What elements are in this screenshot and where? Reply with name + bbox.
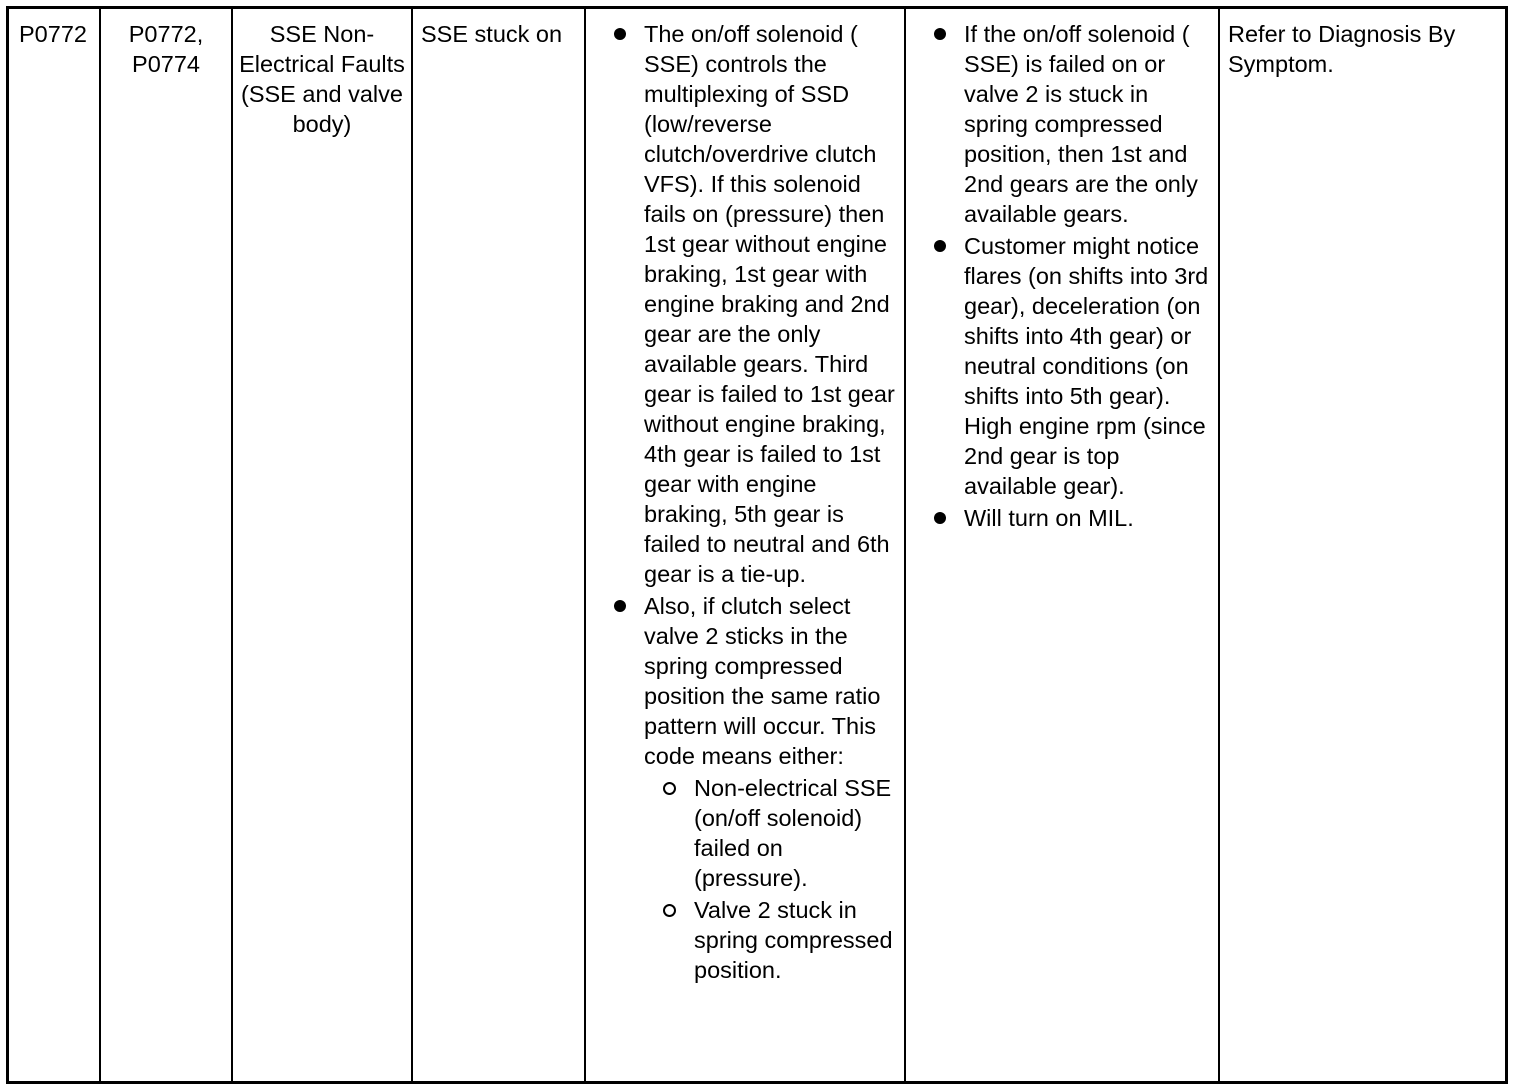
- explanation-text-2: Also, if clutch select valve 2 sticks in the spring compressed position the same ratio pattern will occur. This code means either:: [644, 593, 881, 769]
- symptom-text-3: Will turn on MIL.: [964, 505, 1134, 531]
- explanation-subitem-2: [644, 895, 898, 985]
- description-cell: [233, 9, 413, 1081]
- symptom-text-2: Customer might notice flares (on shifts into 3rd gear), deceleration (on shifts into 4th gear) or neutral conditions (on shifts into 5th gear). High engine rpm (since 2nd gear is top available gear).: [964, 233, 1209, 499]
- explanation-list: [592, 19, 898, 985]
- symptom-text-1: If the on/off solenoid ( SSE) is failed on or valve 2 is stuck in spring compressed position, then 1st and 2nd gears are the only available gears.: [964, 21, 1198, 227]
- symptom-bullet-1: [912, 19, 1214, 229]
- explanation-subtext-2: Valve 2 stuck in spring compressed position.: [694, 897, 893, 983]
- symptom-bullet-2: [912, 231, 1214, 501]
- explanation-text-1: The on/off solenoid ( SSE) controls the multiplexing of SSD (low/reverse clutch/overdrive clutch VFS). If this solenoid fails on (pressure) then 1st gear without engine braking, 1st gear with engine braking and 2nd gear are the only available gears. Third gear is failed to 1st gear without engine braking, 4th gear is failed to 1st gear with engine braking, 5th gear is failed to neutral and 6th gear is a tie-up.: [644, 21, 895, 587]
- related-dtc-2: P0774: [132, 51, 200, 77]
- explanation-bullet-1: [592, 19, 898, 589]
- condition-cell: [413, 9, 586, 1081]
- symptoms-cell: [906, 9, 1220, 1081]
- explanation-subitem-1: [644, 773, 898, 893]
- action-text: Refer to Diagnosis By Symptom.: [1228, 21, 1456, 77]
- explanation-subtext-1: Non-electrical SSE (on/off solenoid) failed on (pressure).: [694, 775, 892, 891]
- symptoms-list: [912, 19, 1214, 533]
- related-dtcs-cell: [101, 9, 233, 1081]
- explanation-cell: [586, 9, 906, 1081]
- diagnostic-table-row: [6, 6, 1508, 1084]
- explanation-bullet-2: [592, 591, 898, 985]
- fault-description: SSE Non-Electrical Faults (SSE and valve body): [239, 21, 405, 137]
- dtc-cell: [9, 9, 101, 1081]
- fault-condition: SSE stuck on: [421, 21, 563, 47]
- action-cell: [1220, 9, 1505, 1081]
- related-dtc-1: P0772,: [128, 21, 204, 47]
- symptom-bullet-3: [912, 503, 1214, 533]
- dtc-code: P0772: [19, 21, 87, 47]
- explanation-sublist: [644, 773, 898, 985]
